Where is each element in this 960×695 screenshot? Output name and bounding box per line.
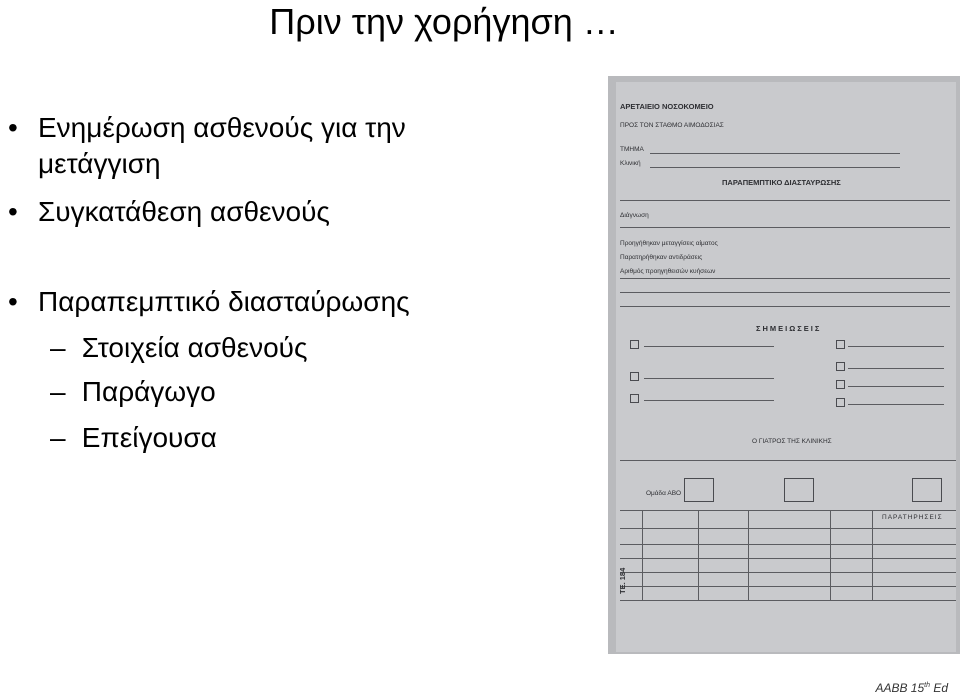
form-clinic: Κλινική: [620, 160, 641, 167]
bullet-text: Συγκατάθεση ασθενούς: [38, 196, 330, 227]
form-box: [784, 478, 814, 502]
form-remarks: ΠΑΡΑΤΗΡΗΣΕΙΣ: [882, 514, 943, 521]
form-box: [684, 478, 714, 502]
form-notes-title: ΣΗΜΕΙΩΣΕΙΣ: [756, 324, 822, 333]
dash-glyph: –: [50, 332, 66, 363]
form-checkbox: [630, 372, 639, 381]
form-doctor: Ο ΓΙΑΤΡΟΣ ΤΗΣ ΚΛΙΝΙΚΗΣ: [752, 438, 832, 445]
form-line: [620, 278, 950, 279]
sub-bullet-item: [50, 374, 216, 410]
form-sheet: [616, 82, 956, 652]
sub-bullet-item: [50, 420, 217, 456]
form-line: [620, 558, 956, 559]
bullet-text: μετάγγιση: [38, 148, 161, 179]
form-line: [620, 460, 956, 461]
form-line: [620, 306, 950, 307]
form-row-label: Παρατηρήθηκαν αντιδράσεις: [620, 254, 703, 261]
form-line: [644, 400, 774, 401]
form-line: [644, 346, 774, 347]
sub-bullet-text: Στοιχεία ασθενούς: [81, 332, 308, 363]
sub-bullet-text: Επείγουσα: [81, 422, 217, 453]
footer-sup: th: [924, 682, 930, 689]
sub-bullet-text: Παράγωγο: [81, 376, 216, 407]
bullet-dot: •: [8, 286, 18, 317]
form-line: [620, 586, 956, 587]
form-line: [650, 153, 900, 154]
form-line: [620, 227, 950, 228]
form-line: [620, 510, 956, 511]
form-line: [620, 200, 950, 201]
form-line: [620, 292, 950, 293]
form-ward: ΤΜΗΜΑ: [620, 146, 644, 153]
form-abo-group: Ομάδα ΑΒΟ: [646, 490, 682, 497]
crossmatch-form-photo: [608, 76, 960, 654]
form-hospital: ΑΡΕΤΑΙΕΙΟ ΝΟΣΟΚΟΜΕΙΟ: [620, 102, 714, 111]
form-line: [620, 600, 956, 601]
form-line: [620, 528, 956, 529]
form-box: [912, 478, 942, 502]
form-line: [848, 404, 944, 405]
form-line: [848, 368, 944, 369]
form-checkbox: [630, 340, 639, 349]
footer-tail: Ed: [929, 681, 948, 695]
form-checkbox: [836, 380, 845, 389]
bullet-dot: •: [8, 112, 18, 143]
form-checkbox: [836, 398, 845, 407]
footer-source: [875, 681, 948, 695]
form-checkbox: [836, 362, 845, 371]
footer-text: AABB 15: [875, 681, 925, 695]
dash-glyph: –: [50, 376, 66, 407]
sub-bullet-item: [50, 330, 307, 366]
bullet-text: Παραπεμπτικό διασταύρωσης: [38, 286, 410, 317]
form-row-label: Προηγήθηκαν μεταγγίσεις αίματος: [620, 240, 718, 247]
form-row-label: Αριθμός προηγηθεισών κυήσεων: [620, 268, 716, 275]
form-title: ΠΑΡΑΠΕΜΠΤΙΚΟ ΔΙΑΣΤΑΥΡΩΣΗΣ: [722, 178, 841, 187]
dash-glyph: –: [50, 422, 66, 453]
form-line: [650, 167, 900, 168]
form-line: [620, 544, 956, 545]
slide-title: Πριν την χορήγηση …: [269, 1, 619, 42]
bullet-dot: •: [8, 196, 18, 227]
form-to: ΠΡΟΣ ΤΟΝ ΣΤΑΘΜΟ ΑΙΜΟΔΟΣΙΑΣ: [620, 122, 724, 129]
form-line: [644, 378, 774, 379]
form-line: [620, 572, 956, 573]
form-checkbox: [630, 394, 639, 403]
form-line: [848, 386, 944, 387]
form-checkbox: [836, 340, 845, 349]
bullet-text: Ενημέρωση ασθενούς για την: [38, 112, 406, 143]
form-code: ΤΕ. 184: [618, 567, 627, 594]
form-line: [848, 346, 944, 347]
form-row-label: Διάγνωση: [620, 212, 649, 219]
